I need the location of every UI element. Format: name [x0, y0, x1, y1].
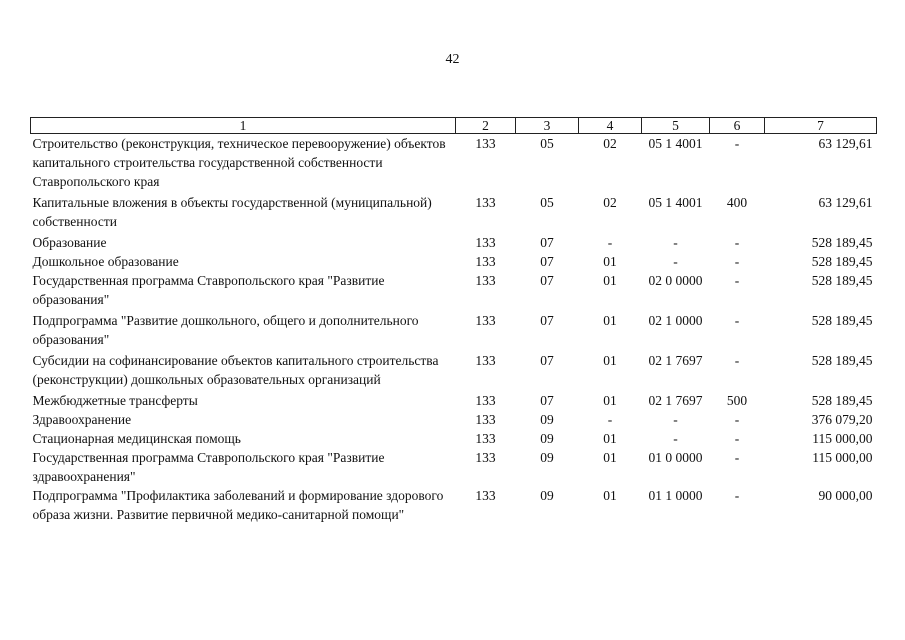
row-name: Государственная программа Ставропольского края "Развитие образования": [32, 273, 385, 307]
row-subsection: 01: [603, 431, 617, 446]
row-type: -: [734, 412, 740, 427]
row-amount: 90 000,00: [818, 488, 873, 503]
row-target: 02 0 0000: [648, 273, 703, 288]
header-row: [31, 118, 877, 134]
row-type: -: [734, 273, 740, 288]
row-code: 133: [475, 273, 496, 288]
column-header: 2: [456, 118, 516, 134]
row-section: 07: [540, 254, 554, 269]
row-name: Межбюджетные трансферты: [32, 393, 198, 408]
row-section: 09: [540, 488, 554, 503]
row-type: -: [734, 353, 740, 368]
row-type: -: [734, 136, 740, 151]
row-name: Подпрограмма "Профилактика заболеваний и формирование здорового образа жизни. Развитие первичной медико-санитарной помощи": [32, 488, 444, 522]
budget-table: [30, 117, 877, 524]
table-body: [31, 134, 877, 525]
table-row: [31, 410, 877, 429]
row-subsection: -: [607, 235, 613, 250]
row-amount: 528 189,45: [811, 254, 873, 269]
row-subsection: -: [607, 412, 613, 427]
row-amount: 63 129,61: [818, 195, 873, 210]
row-name: Здравоохранение: [32, 412, 132, 427]
row-subsection: 01: [603, 313, 617, 328]
table-row: [31, 389, 877, 410]
row-target: 02 1 7697: [648, 393, 703, 408]
row-code: 133: [475, 136, 496, 151]
row-subsection: 01: [603, 450, 617, 465]
row-code: 133: [475, 195, 496, 210]
column-header: 5: [642, 118, 710, 134]
table-row: [31, 271, 877, 309]
row-section: 09: [540, 450, 554, 465]
row-amount: 528 189,45: [811, 235, 873, 250]
row-subsection: 01: [603, 254, 617, 269]
row-name: Субсидии на софинансирование объектов капитального строительства (реконструкции) дошкольных образовательных организаций: [32, 353, 439, 387]
row-type: -: [734, 450, 740, 465]
row-type: -: [734, 431, 740, 446]
row-amount: 115 000,00: [812, 431, 873, 446]
row-target: -: [673, 235, 678, 250]
row-type: -: [734, 235, 740, 250]
row-subsection: 01: [603, 273, 617, 288]
row-subsection: 01: [603, 353, 617, 368]
row-code: 133: [475, 393, 496, 408]
table-row: [31, 448, 877, 486]
row-code: 133: [475, 488, 496, 503]
table-header: [31, 118, 877, 134]
column-header: 1: [31, 118, 456, 134]
row-type: -: [734, 488, 740, 503]
row-section: 07: [540, 353, 554, 368]
row-code: 133: [475, 235, 496, 250]
column-header: 6: [710, 118, 765, 134]
column-header: 3: [516, 118, 579, 134]
row-target: 05 1 4001: [648, 136, 703, 151]
table-row: [31, 309, 877, 349]
column-header: 7: [765, 118, 877, 134]
row-name: Подпрограмма "Развитие дошкольного, общего и дополнительного образования": [32, 313, 419, 347]
row-subsection: 01: [603, 393, 617, 408]
row-target: -: [673, 254, 678, 269]
row-amount: 376 079,20: [811, 412, 873, 427]
row-section: 09: [540, 412, 554, 427]
column-header: 4: [579, 118, 642, 134]
row-amount: 528 189,45: [811, 353, 873, 368]
row-target: 05 1 4001: [648, 195, 703, 210]
row-section: 09: [540, 431, 554, 446]
row-amount: 63 129,61: [818, 136, 873, 151]
row-code: 133: [475, 412, 496, 427]
row-code: 133: [475, 353, 496, 368]
row-type: -: [734, 313, 740, 328]
row-target: -: [673, 412, 678, 427]
table-row: [31, 231, 877, 252]
row-target: -: [673, 431, 678, 446]
table-row: [31, 429, 877, 448]
row-section: 05: [540, 195, 554, 210]
row-name: Государственная программа Ставропольского края "Развитие здравоохранения": [32, 450, 385, 484]
table-row: [31, 349, 877, 389]
row-section: 07: [540, 235, 554, 250]
row-type: -: [734, 254, 740, 269]
row-name: Капитальные вложения в объекты государственной (муниципальной) собственности: [32, 195, 432, 229]
row-section: 07: [540, 273, 554, 288]
row-code: 133: [475, 313, 496, 328]
row-target: 01 0 0000: [648, 450, 703, 465]
row-subsection: 02: [603, 136, 617, 151]
table-row: [31, 486, 877, 524]
row-code: 133: [475, 431, 496, 446]
row-section: 07: [540, 313, 554, 328]
row-name: Образование: [32, 235, 107, 250]
table-row: [31, 134, 877, 192]
row-type: 500: [726, 393, 748, 408]
row-code: 133: [475, 450, 496, 465]
page-number: 42: [445, 52, 460, 67]
row-target: 02 1 7697: [648, 353, 703, 368]
table-row: [31, 252, 877, 271]
row-amount: 528 189,45: [811, 393, 873, 408]
row-amount: 528 189,45: [811, 273, 873, 288]
row-type: 400: [726, 195, 748, 210]
row-subsection: 02: [603, 195, 617, 210]
row-code: 133: [475, 254, 496, 269]
row-target: 01 1 0000: [648, 488, 703, 503]
row-name: Дошкольное образование: [32, 254, 179, 269]
row-amount: 528 189,45: [811, 313, 873, 328]
row-amount: 115 000,00: [812, 450, 873, 465]
row-target: 02 1 0000: [648, 313, 703, 328]
row-section: 05: [540, 136, 554, 151]
row-subsection: 01: [603, 488, 617, 503]
row-name: Стационарная медицинская помощь: [32, 431, 241, 446]
row-name: Строительство (реконструкция, техническое перевооружение) объектов капитального строительства государственной собственности Ставропольского края: [32, 136, 446, 189]
row-section: 07: [540, 393, 554, 408]
table-row: [31, 191, 877, 231]
